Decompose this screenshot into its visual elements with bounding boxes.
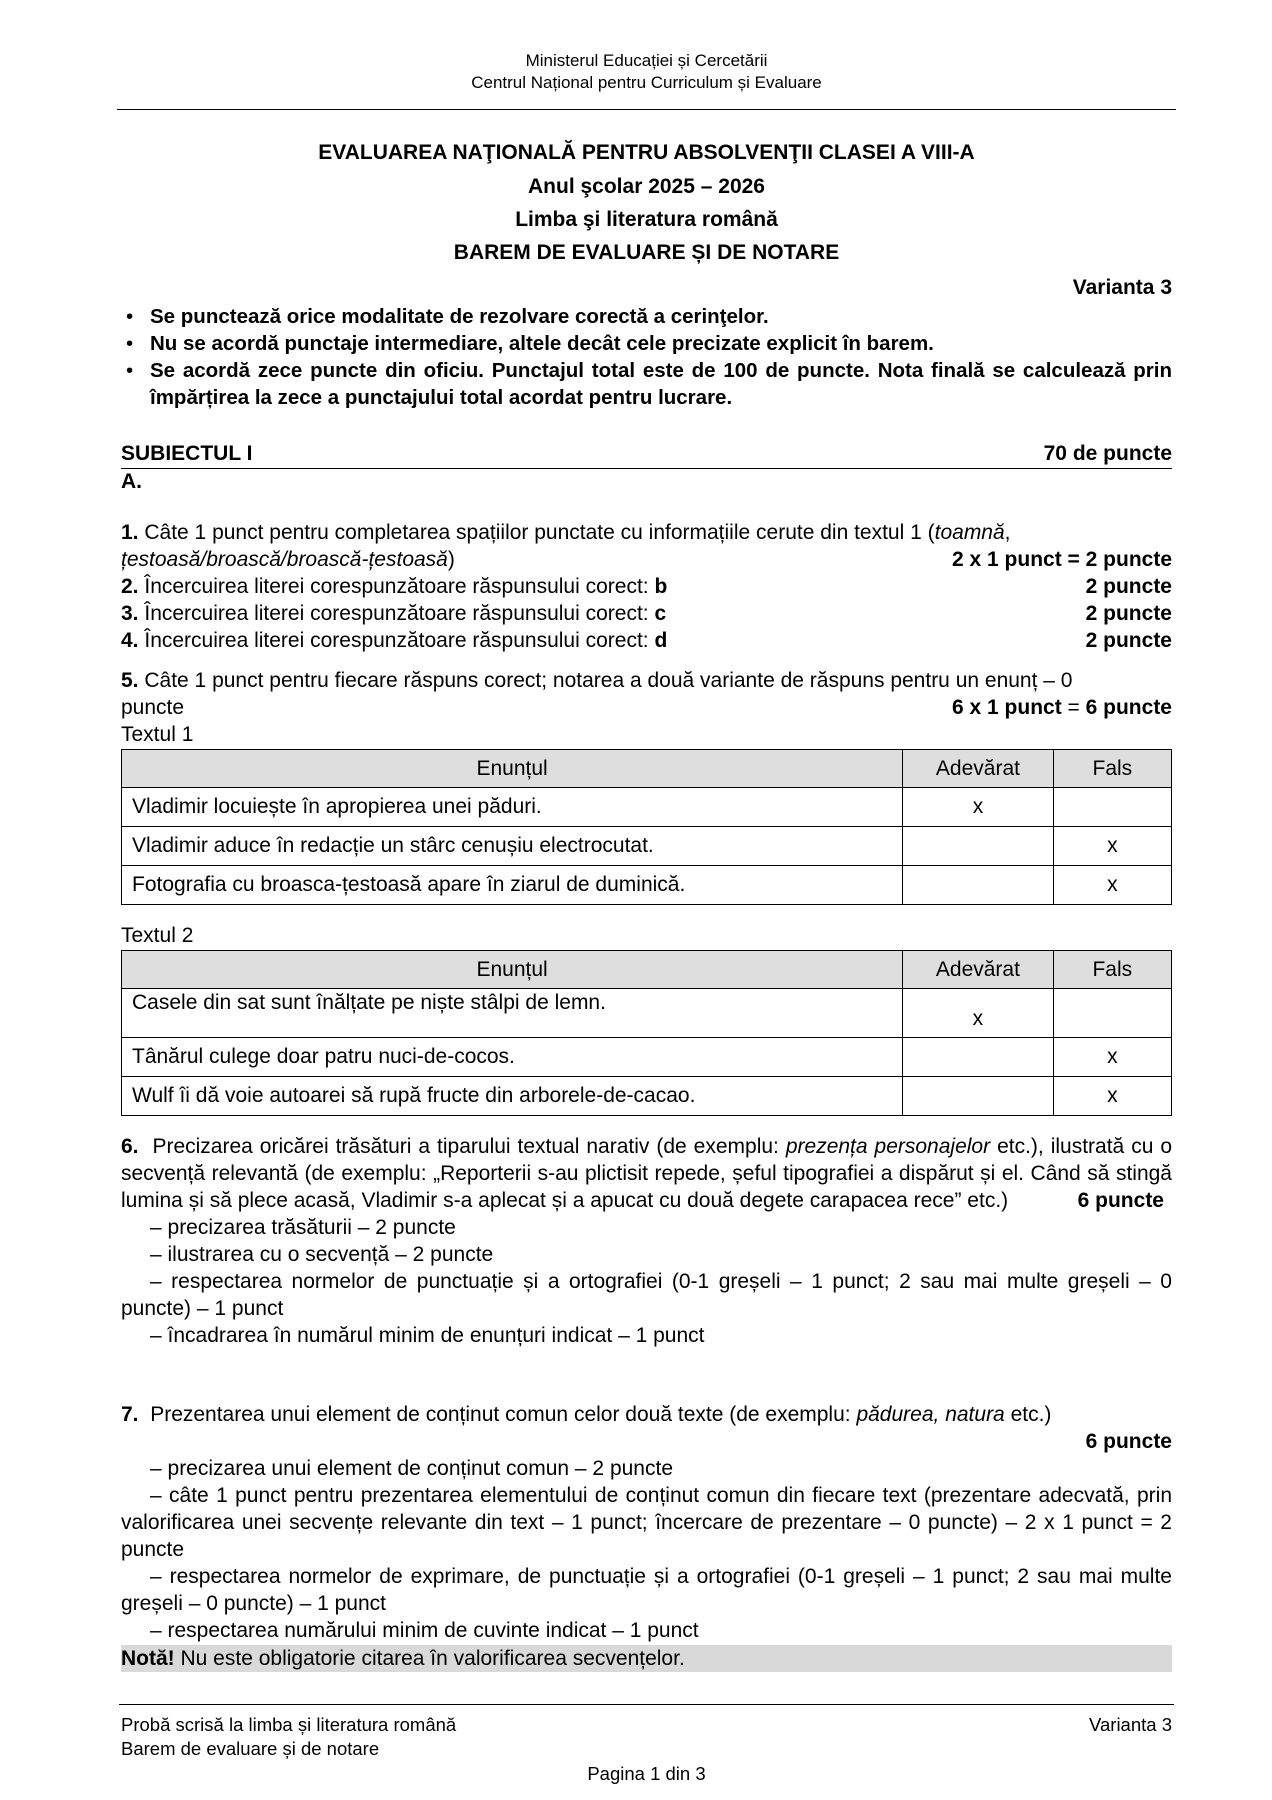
table-row (122, 827, 1172, 866)
criterion: – respectarea numărului minim de cuvinte indicat – 1 punct (150, 1619, 699, 1642)
item-2 (121, 573, 1172, 600)
item-text: puncte (121, 696, 185, 719)
footer-variant: Varianta 3 (1089, 1714, 1172, 1735)
item-1 (121, 519, 1172, 573)
instruction-item (121, 357, 1172, 411)
item-number: 1. (121, 521, 139, 544)
footer-exam: Probă scrisă la limba și literatura română (121, 1714, 457, 1735)
criterion: – precizarea unui element de conținut comun – 2 puncte (150, 1457, 674, 1480)
false-cell: x (1053, 1077, 1171, 1116)
instruction-item: • Nu se acordă punctaje intermediare, altele decât cele precizate explicit în barem. (121, 330, 1172, 357)
false-cell: x (1053, 1038, 1171, 1077)
item-points (952, 694, 1172, 721)
school-year: Anul şcolar 2025 – 2026 (528, 175, 765, 198)
item-answer: b (654, 575, 668, 598)
item-text: Prezentarea unui element de conținut comun celor două texte (de exemplu: (150, 1403, 857, 1426)
item-text: Câte 1 punct pentru fiecare răspuns corect; notarea a două variante de răspuns pentru un enunț – 0 (144, 669, 1073, 692)
footer-left (121, 1713, 456, 1761)
item-points: 6 puncte (1085, 1430, 1172, 1453)
item-text: Câte 1 punct pentru completarea spațiilor punctate cu informațiile cerute din textul 1 ( (144, 521, 935, 544)
item-italic: țestoasă/broască/broască-țestoasă (121, 548, 448, 571)
item-4 (121, 627, 1172, 654)
true-cell (903, 1038, 1053, 1077)
criterion: – câte 1 punct pentru prezentarea elementului de conținut comun din fiecare text (prezentare adecvată, prin valorificarea unei secvențe relevante din text – 1 punct; încercare de prezentare – 0 puncte) – 2 x 1 punct = 2 puncte (121, 1484, 1172, 1561)
points-part: 6 puncte (1085, 696, 1172, 719)
table-header-row (122, 750, 1172, 788)
header-cell: Fals (1053, 951, 1171, 989)
statement-cell: Vladimir locuiește în apropierea unei păduri. (122, 788, 903, 827)
item-text: etc.), ilustrată cu o secvență relevantă (de exemplu: „Reporterii s-au plictisit repede, șeful tipografiei a dispărut și el. Când să stingă lumina și să plece acasă, Vladimir s-a aplecat și a apucat cu două degete carapacea rece” etc.) (121, 1135, 1173, 1212)
subject-name: Limba şi literatura română (515, 208, 778, 231)
true-cell (903, 866, 1053, 905)
item-3 (121, 600, 1172, 627)
table-row (122, 866, 1172, 905)
item-5 (121, 667, 1172, 721)
ministry-header (121, 50, 1172, 94)
true-cell (903, 1077, 1053, 1116)
true-cell: x (903, 788, 1053, 827)
header-rule (117, 109, 1176, 110)
statement-cell: Tânărul culege doar patru nuci-de-cocos. (122, 1038, 903, 1077)
item-text: Încercuirea literei corespunzătoare răspunsului corect: (144, 629, 655, 652)
false-cell: x (1053, 827, 1171, 866)
item-text: etc.) (1004, 1403, 1052, 1426)
item-7 (121, 1401, 1172, 1644)
false-cell (1053, 788, 1171, 827)
statement-cell: Vladimir aduce în redacție un stârc cenușiu electrocutat. (122, 827, 903, 866)
item-number: 5. (121, 669, 139, 692)
header-cell: Enunțul (122, 750, 903, 788)
document-page (121, 0, 1172, 1800)
subject-points: 70 de puncte (1043, 442, 1172, 465)
header-cell: Enunțul (122, 951, 903, 989)
item-italic: pădurea, natura (856, 1403, 1005, 1426)
note-text: Nu este obligatorie citarea în valorificarea secvențelor. (174, 1647, 685, 1670)
item-number: 4. (121, 629, 139, 652)
header-cell: Adevărat (903, 951, 1053, 989)
item-text: , (1004, 521, 1011, 544)
item-text: Încercuirea literei corespunzătoare răspunsului corect: (144, 602, 655, 625)
ministry-name: Ministerul Educației și Cercetării (525, 51, 768, 70)
table-row (122, 1077, 1172, 1116)
subject-heading (121, 442, 1172, 469)
item-answer: d (654, 629, 668, 652)
item-number: 6. (121, 1135, 139, 1158)
item-points: 2 puncte (1085, 602, 1172, 625)
instruction-text: Se acordă zece puncte din oficiu. Punctajul total este de 100 de puncte. Nota finală se calculează prin împărțirea la zece a punctajului total acordat pentru lucrare. (150, 359, 1172, 409)
criterion: – precizarea trăsăturii – 2 puncte (150, 1216, 456, 1239)
item-text: Precizarea oricărei trăsături a tiparului textual narativ (de exemplu: (152, 1135, 786, 1158)
true-cell: x (903, 989, 1053, 1038)
statement-cell: Wulf îi dă voie autoarei să rupă fructe din arborele-de-cacao. (122, 1077, 903, 1116)
header-cell: Adevărat (903, 750, 1053, 788)
table1-caption: Textul 1 (121, 723, 194, 746)
note-box (121, 1645, 1172, 1672)
page-number: Pagina 1 din 3 (587, 1763, 706, 1784)
note-label: Notă! (121, 1647, 175, 1670)
table-row (122, 989, 1172, 1038)
item-6 (121, 1133, 1172, 1349)
false-cell: x (1053, 866, 1171, 905)
exam-title: EVALUAREA NAŢIONALĂ PENTRU ABSOLVENŢII CLASEI A VIII-A (318, 141, 975, 164)
statement-cell: Casele din sat sunt înălțate pe niște stâlpi de lemn. (122, 989, 903, 1038)
item-italic: prezența personajelor (785, 1135, 991, 1158)
item-text: ) (447, 548, 455, 571)
center-name: Centrul Național pentru Curriculum și Evaluare (471, 73, 822, 92)
points-part: 6 x 1 punct (952, 696, 1062, 719)
item-points: 2 puncte (1085, 629, 1172, 652)
statement-cell: Fotografia cu broasca-țestoasă apare în ziarul de duminică. (122, 866, 903, 905)
header-cell: Fals (1053, 750, 1171, 788)
true-false-table-2 (121, 950, 1172, 1116)
subject-label: SUBIECTUL I (121, 442, 253, 465)
criterion: – respectarea normelor de punctuație și a ortografiei (0-1 greșeli – 1 punct; 2 sau mai multe greșeli – 0 puncte) – 1 punct (121, 1270, 1172, 1320)
criterion: – ilustrarea cu o secvență – 2 puncte (150, 1243, 494, 1266)
item-points: 2 x 1 punct = 2 puncte (952, 548, 1172, 571)
variant-label: Varianta 3 (1072, 276, 1172, 299)
true-false-table-1 (121, 749, 1172, 905)
item-number: 7. (121, 1403, 139, 1426)
table2-caption: Textul 2 (121, 924, 194, 947)
criterion: – încadrarea în numărul minim de enunțuri indicat – 1 punct (150, 1324, 705, 1347)
general-instructions (121, 303, 1172, 411)
true-cell (903, 827, 1053, 866)
table-header-row (122, 951, 1172, 989)
item-italic: toamnă (934, 521, 1005, 544)
false-cell (1053, 989, 1171, 1038)
instruction-item: • Se punctează orice modalitate de rezolvare corectă a cerinţelor. (121, 303, 1172, 330)
item-points: 6 puncte (1077, 1189, 1164, 1212)
document-type: BAREM DE EVALUARE ȘI DE NOTARE (453, 241, 840, 264)
item-answer: c (654, 602, 667, 625)
points-part: = (1061, 696, 1086, 719)
item-text: Încercuirea literei corespunzătoare răspunsului corect: (144, 575, 655, 598)
table-row (122, 788, 1172, 827)
item-number: 2. (121, 575, 139, 598)
item-number: 3. (121, 602, 139, 625)
criterion: – respectarea normelor de exprimare, de punctuație și a ortografiei (0-1 greșeli – 1 punct; 2 sau mai multe greșeli – 0 puncte) – 1 punct (121, 1565, 1172, 1615)
table-row (122, 1038, 1172, 1077)
footer-doc: Barem de evaluare și de notare (121, 1738, 380, 1759)
footer-rule (119, 1704, 1174, 1705)
item-points: 2 puncte (1085, 575, 1172, 598)
section-label: A. (121, 470, 142, 493)
